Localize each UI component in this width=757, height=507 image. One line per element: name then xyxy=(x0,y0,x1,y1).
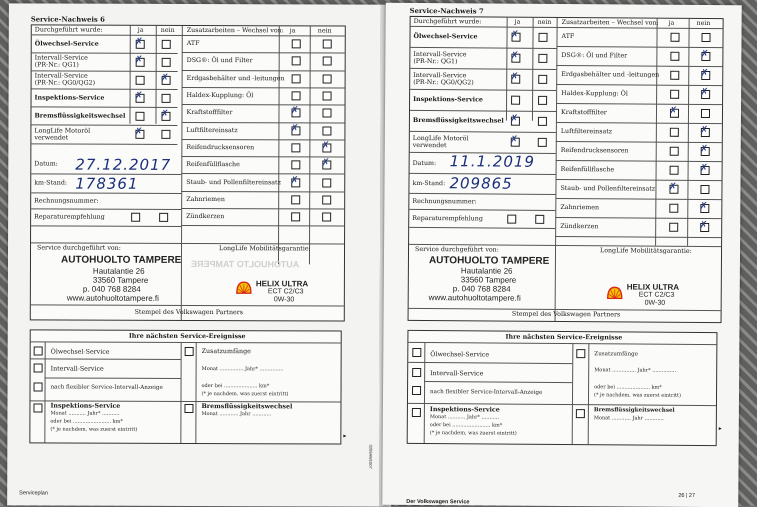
additional-yes-checkbox[interactable] xyxy=(292,74,301,83)
brake-month-year-right: Monat ............ Jahr ............ xyxy=(593,415,664,422)
repair-rec-label: Reparaturempfehlung xyxy=(34,213,105,221)
next-additional-label: Zusatzumfänge xyxy=(201,348,251,356)
additional-work-label: Zahnriemen xyxy=(186,195,225,203)
check-mark: ✗ xyxy=(160,108,169,120)
next-brake-label-right: Bremsflüssigkeitswechsel xyxy=(593,407,675,414)
stamp-street: Hautalantie 26 xyxy=(92,266,145,276)
brake-month-year: Monat ............ Jahr ............ xyxy=(201,411,272,418)
additional-yes-checkbox[interactable] xyxy=(670,147,679,156)
page-left: Service-Nachweis 6 Durchgeführt wurde: ja nein Zusatzarbeiten – Wechsel von: ja nein Ölwechsel-Service ✗ Intervall-Service (PR-Nr.: QG1) ✗ Intervall-Service (PR-Nr.: QG0/QG2) ✗ Inspektions-Service ✗ Bremsflüssigkeitswechsel ✗ LongLife Motoröl verwendet ✗ ATF DSG®: Öl und Filter Erdgasbehälter und -leitungen Haldex-Kupplung: Öl Kraftstofffilter ✗ Luftfiltereinsatz ✗ Reifendrucksensoren ✗ Reifenfüllflasche ✗ Staub- und Pollenfiltereinsatz ✗ Zahnriemen Zündkerzen Datum: 27.12.2017 km-Stand: 178361 Rechnungsnummer: Reparaturempfehlung Service durchgeführt von: LongLife Mobilitätsgarantie: AUTOHUOLTO TAMPERE Hautalantie 26 33560 Tampere p. 040 768 8284 www.autohuoltotampere.fi AUTOHUOLTO TAMPERE HELIX ULTRA ECT C2/C3 0W-30 Stempel des Volkswagen Partners Ihre nächsten Service-Ereignisse Ölwechsel-Service Intervall-Service nach flexibler Service-Intervall-Anzeige Inspektions-Service Monat ........... Jahr* ........... oder bei ........................ km* (* je nachdem, was zuerst eintritt) Zusatzumfänge Monat ............... Jahr* ............... oder bei ..................... km* (* je nachdem, was zuerst eintritt) Bremsflüssigkeitswechsel Monat ............ Jahr ............ ▸ Serviceplan 0209AW1007 xyxy=(7,3,381,506)
guarantee-label: LongLife Mobilitätsgarantie: xyxy=(219,245,311,253)
additional-no-checkbox[interactable] xyxy=(322,126,331,135)
performed-no-checkbox[interactable] xyxy=(538,138,547,147)
performed-no-checkbox[interactable] xyxy=(538,54,547,63)
performed-label: Intervall-Service (PR-Nr.: QG0/QG2) xyxy=(413,71,474,86)
additional-yes-checkbox[interactable] xyxy=(291,161,300,170)
additional-note: (* je nachdem, was zuerst eintritt) xyxy=(201,391,289,398)
performed-label: Inspektions-Service xyxy=(34,93,105,102)
additional-km-right: oder bei ..................... km* xyxy=(594,384,662,391)
inspection-km-right: oder bei ........................ km* xyxy=(429,422,503,429)
check-mark: ✗ xyxy=(668,105,678,117)
next-brake-label: Bremsflüssigkeitswechsel xyxy=(201,403,293,411)
additional-no-checkbox[interactable] xyxy=(700,185,709,194)
next-services-title-right: Ihre nächsten Service-Ereignisse xyxy=(505,333,623,342)
check-mark: ✗ xyxy=(699,200,708,213)
next-flex-label: nach flexibler Service-Intervall-Anzeige xyxy=(50,384,163,391)
inspection-month-year-right: Monat ........... Jahr* ........... xyxy=(429,414,500,421)
repair-rec-no-checkbox-right[interactable] xyxy=(535,215,544,224)
datum-label: Datum: xyxy=(34,159,58,168)
header-ja: ja xyxy=(137,26,144,34)
service-record-7: Durchgeführt wurde: ja nein Zusatzarbeiten – Wechsel von: ja nein Ölwechsel-Service ✗ Intervall-Service (PR-Nr.: QG1) ✗ Intervall-Service (PR-Nr.: QG0/QG2) ✗ Inspektions-Service Bremsflüssigkeitswechsel ✗ LongLife Motoröl verwendet ✗ ATF DSG®: Öl und Filter ✗ Erdgasbehälter und -leitungen ✗ Haldex-Kupplung: Öl ✗ Kraftstofffilter ✗ Luftfiltereinsatz ✗ Reifendrucksensoren ✗ Reifenfüllflasche ✗ Staub- und Pollenfiltereinsatz ✗ Zahnriemen ✗ Zündkerzen ✗ Datum: 11.1.2019 km-Stand: 209865 Rechnungsnummer: Reparaturempfehlung Service durchgeführt von: LongLife Mobilitätsgarantie: AUTOHUOLTO TAMPERE Hautalantie 26 33560 Tampere p. 040 768 8284 www.autohuoltotampere.fi HELIX ULTRA ECT C2/C3 0W-30 Stempel des Volkswagen Partners xyxy=(408,16,724,323)
check-mark: ✗ xyxy=(509,113,519,125)
check-mark: ✗ xyxy=(699,162,709,175)
oil-viscosity: 0W-30 xyxy=(273,296,295,304)
spine-code: 0209AW1007 xyxy=(368,444,374,469)
check-mark: ✗ xyxy=(134,36,144,48)
oil-spec-right: ECT C2/C3 xyxy=(638,291,675,299)
performed-label: Ölwechsel-Service xyxy=(34,39,99,48)
page-numbers: 26 | 27 xyxy=(678,492,696,499)
performed-label: LongLife Motoröl verwendet xyxy=(34,126,91,142)
additional-yes-checkbox[interactable] xyxy=(292,39,301,48)
stamp-city-right: 33560 Tampere xyxy=(460,275,517,285)
performed-row xyxy=(32,52,178,72)
additional-yes-checkbox[interactable] xyxy=(670,166,679,175)
stamp-web-right: www.autohuoltotampere.fi xyxy=(428,293,521,303)
additional-work-label: Kraftstofffilter xyxy=(560,108,607,117)
oil-spec: ECT C2/C3 xyxy=(267,288,304,296)
performed-yes-checkbox[interactable] xyxy=(136,75,145,84)
stamp-company-right: AUTOHUOLTO TAMPERE xyxy=(428,255,550,267)
check-mark: ✗ xyxy=(510,29,519,41)
performed-row xyxy=(32,70,178,90)
additional-work-label: Reifenfüllflasche xyxy=(560,165,615,174)
performed-no-checkbox[interactable] xyxy=(162,93,171,102)
additional-no-checkbox[interactable] xyxy=(323,57,332,66)
header-performed: Durchgeführt wurde: xyxy=(34,26,103,34)
next-interval-label-right: Intervall-Service xyxy=(430,370,484,378)
performed-label: Inspektions-Service xyxy=(413,95,483,104)
performed-label: Intervall-Service (PR-Nr.: QG0/QG2) xyxy=(34,72,96,87)
check-mark: ✗ xyxy=(321,157,330,169)
check-mark: ✗ xyxy=(134,126,143,138)
oil-service-checkbox[interactable] xyxy=(34,346,43,355)
performed-yes-checkbox[interactable] xyxy=(135,111,144,120)
performed-no-checkbox[interactable] xyxy=(538,75,547,84)
performed-no-checkbox[interactable] xyxy=(161,130,170,139)
inspection-checkbox-right[interactable] xyxy=(412,408,421,417)
additional-yes-checkbox[interactable] xyxy=(669,223,678,232)
performed-label: Ölwechsel-Service xyxy=(413,32,478,41)
flex-interval-checkbox-right[interactable] xyxy=(412,386,421,395)
performed-row xyxy=(32,88,178,108)
repair-rec-yes-checkbox[interactable] xyxy=(131,213,140,222)
additional-scope-checkbox[interactable] xyxy=(185,347,194,356)
next-additional-label-right: Zusatzumfänge xyxy=(594,351,639,358)
repair-rec-yes-checkbox-right[interactable] xyxy=(507,215,516,224)
additional-work-label: Zahnriemen xyxy=(560,203,600,212)
additional-work-label: Kraftstofffilter xyxy=(186,109,233,117)
inspection-km: oder bei ........................ km* xyxy=(50,418,123,425)
check-mark: ✗ xyxy=(290,122,299,135)
check-mark: ✗ xyxy=(700,48,709,61)
check-mark: ✗ xyxy=(699,124,709,137)
additional-work-label: DSG®: Öl und Filter xyxy=(561,51,628,60)
service-record-6: Durchgeführt wurde: ja nein Zusatzarbeiten – Wechsel von: ja nein Ölwechsel-Service ✗ Intervall-Service (PR-Nr.: QG1) ✗ Intervall-Service (PR-Nr.: QG0/QG2) ✗ Inspektions-Service ✗ Bremsflüssigkeitswechsel ✗ LongLife Motoröl verwendet ✗ ATF DSG®: Öl und Filter Erdgasbehälter und -leitungen Haldex-Kupplung: Öl Kraftstofffilter ✗ Luftfiltereinsatz ✗ Reifendrucksensoren ✗ Reifenfüllflasche ✗ Staub- und Pollenfiltereinsatz ✗ Zahnriemen Zündkerzen Datum: 27.12.2017 km-Stand: 178361 Rechnungsnummer: Reparaturempfehlung Service durchgeführt von: LongLife Mobilitätsgarantie: AUTOHUOLTO TAMPERE Hautalantie 26 33560 Tampere p. 040 768 8284 www.autohuoltotampere.fi AUTOHUOLTO TAMPERE HELIX ULTRA ECT C2/C3 0W-30 Stempel des Volkswagen Partners xyxy=(30,24,346,321)
next-oil-label: Ölwechsel-Service xyxy=(50,348,110,356)
check-mark: ✗ xyxy=(134,90,143,102)
oil-brand-right: HELIX ULTRA xyxy=(626,282,680,292)
performed-no-checkbox[interactable] xyxy=(162,57,171,66)
stempel-label-right: Stempel des Volkswagen Partners xyxy=(511,310,621,319)
stamp-phone: p. 040 768 8284 xyxy=(82,284,141,294)
page-right: Service-Nachweis 7 Durchgeführt wurde: ja nein Zusatzarbeiten – Wechsel von: ja nein Ölwechsel-Service ✗ Intervall-Service (PR-Nr.: QG1) ✗ Intervall-Service (PR-Nr.: QG0/QG2) ✗ Inspektions-Service Bremsflüssigkeitswechsel ✗ LongLife Motoröl verwendet ✗ ATF DSG®: Öl und Filter ✗ Erdgasbehälter und -leitungen ✗ Haldex-Kupplung: Öl ✗ Kraftstofffilter ✗ Luftfiltereinsatz ✗ Reifendrucksensoren ✗ Reifenfüllflasche ✗ Staub- und Pollenfiltereinsatz ✗ Zahnriemen ✗ Zündkerzen ✗ Datum: 11.1.2019 km-Stand: 209865 Rechnungsnummer: Reparaturempfehlung Service durchgeführt von: LongLife Mobilitätsgarantie: AUTOHUOLTO TAMPERE Hautalantie 26 33560 Tampere p. 040 768 8284 www.autohuoltotampere.fi HELIX ULTRA ECT C2/C3 0W-30 Stempel des Volkswagen Partners Ihre nächsten Service-Ereignisse Ölwechsel-Service Intervall-Service nach flexibler Service-Intervall-Anzeige Inspektions-Service Monat ........... Jahr* ........... oder bei ........................ km* (* je nachdem, was zuerst eintritt) Zusatzumfänge Monat ............... Jahr* ............... oder bei ..................... km* (* je nachdem, was zuerst eintritt) Bremsflüssigkeitswechsel Monat ............ Jahr ............ ▸ Der Volkswagen Service 26 | 27 xyxy=(382,3,741,507)
check-mark: ✗ xyxy=(510,71,519,83)
additional-no-checkbox[interactable] xyxy=(322,195,331,204)
interval-service-checkbox[interactable] xyxy=(34,363,43,372)
additional-work-label: Haldex-Kupplung: Öl xyxy=(186,92,254,100)
performed-row xyxy=(410,89,556,112)
additional-yes-checkbox[interactable] xyxy=(670,52,679,61)
service-by-label: Service durchgeführt von: xyxy=(37,244,121,252)
performed-yes-checkbox[interactable] xyxy=(511,96,520,105)
performed-label: Intervall-Service (PR-Nr.: QG1) xyxy=(34,54,88,69)
performed-row xyxy=(31,124,177,145)
additional-yes-checkbox[interactable] xyxy=(291,143,300,152)
performed-no-checkbox[interactable] xyxy=(538,96,547,105)
handwritten-date-right: 11.1.2019 xyxy=(449,152,536,171)
next-services-title: Ihre nächsten Service-Ereignisse xyxy=(128,332,246,341)
additional-km: oder bei ..................... km* xyxy=(201,383,270,390)
interval-service-checkbox-right[interactable] xyxy=(412,368,421,377)
next-flex-label-right: nach flexibler Service-Intervall-Anzeige xyxy=(430,389,543,396)
handwritten-km: 178361 xyxy=(75,174,139,193)
additional-yes-checkbox[interactable] xyxy=(670,33,679,42)
additional-work-label: Reifendrucksensoren xyxy=(186,143,255,152)
additional-work-label: ATF xyxy=(186,40,200,48)
performed-no-checkbox[interactable] xyxy=(538,117,547,126)
check-mark: ✗ xyxy=(509,134,519,146)
check-mark: ✗ xyxy=(321,140,330,152)
check-mark: ✗ xyxy=(700,67,709,80)
additional-no-checkbox[interactable] xyxy=(323,40,332,49)
check-mark: ✗ xyxy=(668,181,677,193)
additional-no-checkbox[interactable] xyxy=(323,91,332,100)
additional-yes-checkbox[interactable] xyxy=(669,204,678,213)
performed-row xyxy=(410,110,556,133)
oil-viscosity-right: 0W-30 xyxy=(644,299,666,307)
additional-work-label: Reifendrucksensoren xyxy=(560,146,629,155)
page-title: Service-Nachweis 6 xyxy=(30,15,105,24)
page-title-right: Service-Nachweis 7 xyxy=(409,6,484,16)
repair-rec-no-checkbox[interactable] xyxy=(159,213,168,222)
additional-work-label: DSG®: Öl und Filter xyxy=(186,57,253,65)
performed-row xyxy=(410,26,556,49)
performed-no-checkbox[interactable] xyxy=(162,39,171,48)
additional-work-label: Luftfiltereinsatz xyxy=(560,127,613,136)
next-inspection-label-right: Inspektions-Service xyxy=(429,406,500,414)
footer-right: Der Volkswagen Service xyxy=(406,498,470,506)
stamp-street-right: Hautalantie 26 xyxy=(460,266,513,276)
oil-service-checkbox-right[interactable] xyxy=(412,348,421,357)
additional-yes-checkbox[interactable] xyxy=(291,212,300,221)
next-services-box xyxy=(29,329,341,444)
inspection-note: (* je nachdem, was zuerst eintritt) xyxy=(50,426,138,433)
invoice-label: Rechnungsnummer: xyxy=(34,196,99,205)
check-mark: ✗ xyxy=(160,72,170,84)
additional-month-year: Monat ............... Jahr* ............... xyxy=(201,366,284,373)
flex-interval-checkbox[interactable] xyxy=(34,382,43,391)
additional-no-checkbox[interactable] xyxy=(701,109,710,118)
handwritten-date: 27.12.2017 xyxy=(75,155,172,174)
next-inspection-label: Inspektions-Service xyxy=(50,402,121,410)
additional-note-right: (* je nachdem, was zuerst eintritt) xyxy=(594,392,682,399)
additional-scope-checkbox-right[interactable] xyxy=(576,349,585,358)
additional-month-year-right: Monat ............... Jahr* ............... xyxy=(594,367,677,374)
additional-work-label: Luftfiltereinsatz xyxy=(186,126,238,134)
performed-row xyxy=(410,68,556,91)
brake-fluid-checkbox[interactable] xyxy=(184,404,193,413)
performed-row xyxy=(410,47,556,70)
inspection-month-year: Monat ........... Jahr* ........... xyxy=(50,410,120,417)
additional-work-label: Reifenfüllflasche xyxy=(186,161,240,169)
check-mark: ✗ xyxy=(699,143,709,156)
additional-work-label: Zündkerzen xyxy=(186,213,225,221)
additional-work-label: ATF xyxy=(561,32,575,41)
additional-work-label: Zündkerzen xyxy=(560,222,599,231)
next-services-box-right xyxy=(407,330,718,446)
additional-work-label: Haldex-Kupplung: Öl xyxy=(561,89,628,98)
performed-label: Bremsflüssigkeitswechsel xyxy=(412,116,504,125)
additional-yes-checkbox[interactable] xyxy=(292,57,301,66)
performed-label: Bremsflüssigkeitswechsel xyxy=(34,111,126,120)
performed-label: Intervall-Service (PR-Nr.: QG1) xyxy=(413,50,467,65)
stamp-web: www.autohuoltotampere.fi xyxy=(66,293,159,303)
performed-no-checkbox[interactable] xyxy=(538,33,547,42)
check-mark: ✗ xyxy=(700,86,709,99)
stamp-city: 33560 Tampere xyxy=(92,275,149,285)
performed-label: LongLife Motoröl verwendet xyxy=(412,134,469,149)
performed-row xyxy=(32,34,178,54)
brake-fluid-checkbox-right[interactable] xyxy=(576,409,585,418)
performed-row xyxy=(410,131,556,154)
additional-work-label: Staub- und Pollenfiltereinsatz xyxy=(186,178,281,186)
additional-work-label: Staub- und Pollenfiltereinsatz xyxy=(560,184,656,193)
additional-yes-checkbox[interactable] xyxy=(670,128,679,137)
footer-left: Serviceplan xyxy=(19,490,48,497)
performed-row xyxy=(31,106,177,126)
check-mark: ✗ xyxy=(510,50,519,62)
header-additional: Zusatzarbeiten – Wechsel von: xyxy=(186,26,284,35)
additional-work-label: Erdgasbehälter und -leitungen xyxy=(186,74,285,83)
additional-no-checkbox[interactable] xyxy=(323,74,332,83)
header-nein: nein xyxy=(160,26,175,34)
additional-no-checkbox[interactable] xyxy=(322,109,331,118)
additional-yes-checkbox[interactable] xyxy=(291,195,300,204)
stamp-phone-right: p. 040 768 8284 xyxy=(452,284,511,294)
oil-brand: HELIX ULTRA xyxy=(255,279,309,289)
next-interval-label: Intervall-Service xyxy=(50,365,104,373)
additional-yes-checkbox[interactable] xyxy=(670,90,679,99)
check-mark: ✗ xyxy=(699,219,708,232)
handwritten-km-right: 209865 xyxy=(449,174,513,193)
additional-yes-checkbox[interactable] xyxy=(292,91,301,100)
additional-no-checkbox[interactable] xyxy=(322,213,331,222)
next-oil-label-right: Ölwechsel-Service xyxy=(430,351,490,359)
additional-work-label: Erdgasbehälter und -leitungen xyxy=(561,70,660,79)
shell-logo-icon xyxy=(236,281,252,294)
additional-no-checkbox[interactable] xyxy=(701,33,710,42)
additional-yes-checkbox[interactable] xyxy=(670,71,679,80)
additional-no-checkbox[interactable] xyxy=(322,178,331,187)
check-mark: ✗ xyxy=(290,105,299,117)
check-mark: ✗ xyxy=(134,54,144,66)
inspection-checkbox[interactable] xyxy=(33,403,42,412)
inspection-note-right: (* je nachdem, was zuerst eintritt) xyxy=(429,430,517,437)
stempel-label: Stempel des Volkswagen Partners xyxy=(134,308,243,317)
check-mark: ✗ xyxy=(290,174,299,186)
km-label: km-Stand: xyxy=(34,179,67,187)
shell-logo-icon xyxy=(607,286,623,299)
stamp-company: AUTOHUOLTO TAMPERE xyxy=(60,254,182,266)
